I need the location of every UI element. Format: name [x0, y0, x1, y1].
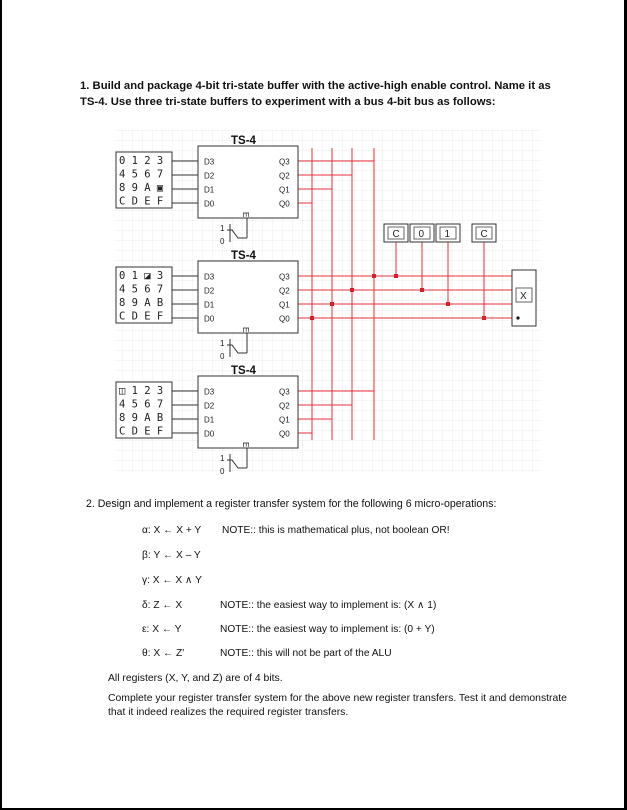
chip-input-label: D2: [204, 171, 215, 181]
junction-node: [372, 274, 376, 278]
chip-input-label: D0: [204, 199, 215, 209]
switch-off-label: 0: [220, 467, 225, 476]
bus-probe-value: 0: [418, 229, 425, 240]
keypad-row: 8 9 A B: [119, 412, 164, 424]
chip-output-label: Q2: [279, 171, 290, 181]
diagram-grid: [114, 130, 542, 472]
keypad-row: 4 5 6 7: [119, 283, 164, 296]
registers-text: All registers (X, Y, and Z) are of 4 bits.: [108, 673, 283, 684]
op-beta: β: Y ← X – Y: [142, 550, 201, 561]
junction-node: [330, 302, 334, 306]
op-epsilon-note: NOTE:: the easiest way to implement is: (0 + Y): [220, 624, 435, 635]
bus-probe-value: 1: [444, 229, 451, 240]
chip-output-label: Q1: [279, 415, 290, 425]
chip-output-label: Q0: [279, 314, 290, 324]
chip-input-label: D0: [204, 314, 215, 324]
keypad-row: 8 9 A ▣: [119, 182, 164, 194]
chip-output-label: Q0: [279, 429, 290, 439]
op-alpha: α: X ← X + Y: [142, 525, 202, 536]
chip-input-label: D3: [204, 272, 215, 282]
keypad-row: C D E F: [119, 195, 164, 208]
switch-on-label: 1: [220, 339, 225, 348]
chip-output-label: Q2: [279, 286, 290, 296]
switch-off-label: 0: [220, 237, 225, 246]
output-dot: [516, 316, 519, 319]
output-display-value: X: [520, 291, 527, 302]
keypad-row: ◫ 1 2 3: [119, 385, 164, 397]
chip-enable-label: E: [241, 327, 250, 333]
chip-title: TS-4: [231, 250, 256, 262]
op-theta: θ: X ← Z': [142, 648, 185, 659]
chip-output-label: Q1: [279, 185, 290, 195]
op-gamma: γ: X ← X ∧ Y: [142, 575, 202, 586]
op-theta-note: NOTE:: this will not be part of the ALU: [220, 648, 392, 659]
chip-output-label: Q1: [279, 300, 290, 310]
chip-input-label: D0: [204, 429, 215, 439]
keypad-row: 0 1 ◪ 3: [119, 270, 164, 282]
keypad-row: 4 5 6 7: [119, 398, 164, 411]
chip-output-label: Q3: [279, 272, 290, 282]
chip-output-label: Q3: [279, 387, 290, 397]
chip-enable-label: E: [241, 212, 250, 218]
keypad-row: 8 9 A B: [119, 297, 164, 309]
chip-input-label: D1: [204, 415, 215, 425]
question-2-title: 2. Design and implement a register transfer system for the following 6 micro-operations:: [86, 498, 497, 510]
circuit-diagram: [2, 130, 624, 480]
chip-output-label: Q0: [279, 199, 290, 209]
keypad-row: 0 1 2 3: [119, 155, 164, 167]
switch-on-label: 1: [220, 224, 225, 233]
chip-input-label: D2: [204, 286, 215, 296]
chip-input-label: D3: [204, 387, 215, 397]
junction-node: [420, 288, 424, 292]
chip-input-label: D2: [204, 401, 215, 411]
switch-on-label: 1: [220, 454, 225, 463]
chip-output-label: Q3: [279, 157, 290, 167]
junction-node: [482, 316, 486, 320]
keypad-row: 4 5 6 7: [119, 168, 164, 181]
bus-probe-value: C: [392, 229, 400, 240]
keypad-row: C D E F: [119, 425, 164, 438]
op-delta: δ: Z ← X: [142, 600, 183, 611]
op-alpha-note: NOTE:: this is mathematical plus, not boolean OR!: [222, 525, 450, 536]
keypad-row: C D E F: [119, 310, 164, 323]
bus-probe-value: C: [480, 229, 488, 240]
chip-enable-label: E: [241, 442, 250, 448]
chip-title: TS-4: [231, 135, 256, 147]
chip-input-label: D3: [204, 157, 215, 167]
junction-node: [446, 302, 450, 306]
chip-title: TS-4: [231, 365, 256, 377]
question-1-text: 1. Build and package 4-bit tri-state buffer with the active-high enable control. Name it as TS-4. Use three tri-state buffers to experiment with a bus 4-bit bus as follows:: [80, 80, 551, 108]
junction-node: [394, 274, 398, 278]
op-epsilon: ε: X ← Y: [142, 624, 182, 635]
complete-text: Complete your register transfer system for the above new register transfers. Test it and demonstrate that it indeed realizes the required register transfers.: [108, 693, 567, 718]
switch-off-label: 0: [220, 352, 225, 361]
document-page: [2, 0, 624, 808]
chip-input-label: D1: [204, 300, 215, 310]
op-delta-note: NOTE:: the easiest way to implement is: (X ∧ 1): [220, 600, 437, 611]
junction-node: [350, 288, 354, 292]
junction-node: [310, 316, 314, 320]
chip-input-label: D1: [204, 185, 215, 195]
chip-output-label: Q2: [279, 401, 290, 411]
